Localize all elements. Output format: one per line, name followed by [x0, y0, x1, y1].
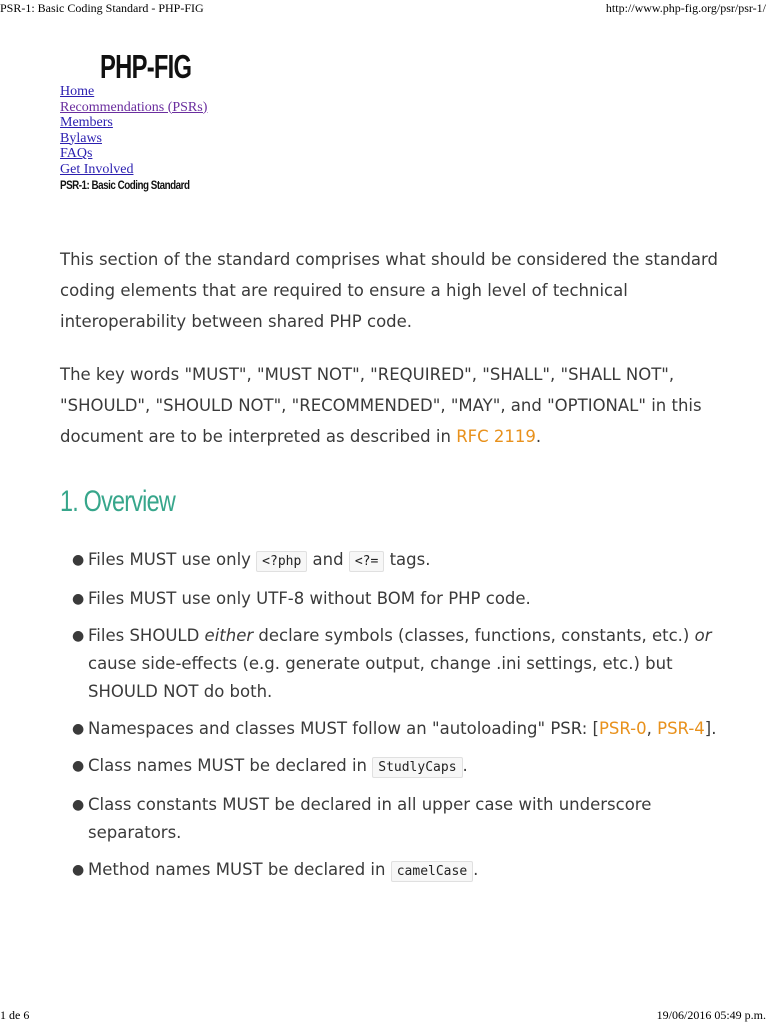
rule-text: . [473, 860, 479, 879]
list-item [60, 856, 720, 886]
rule-text: Class names MUST be declared in [88, 756, 373, 775]
rfc-2119-link[interactable]: RFC 2119 [456, 427, 536, 446]
rule-text: Files SHOULD [88, 626, 205, 645]
list-item [60, 752, 720, 782]
rule-text: Class constants MUST be declared in all upper case with underscore separators. [88, 795, 652, 842]
section-heading-overview: 1. Overview [60, 485, 175, 518]
keywords-paragraph [60, 359, 720, 452]
print-header [0, 0, 768, 16]
nav-link-home[interactable]: Home [60, 84, 95, 99]
bullet-icon: ● [72, 552, 85, 568]
print-footer [0, 1008, 768, 1024]
code-studlycaps: StudlyCaps [372, 757, 462, 778]
rule-text: cause side-effects (e.g. generate output, change .ini settings, etc.) but SHOULD NOT do both. [88, 654, 673, 701]
print-page-title: PSR-1: Basic Coding Standard - PHP-FIG [0, 1, 204, 15]
list-item [60, 715, 720, 743]
print-datetime: 19/06/2016 05:49 p.m. [656, 1008, 766, 1022]
code-php-echo-tag: <?= [349, 551, 384, 572]
list-item [60, 585, 720, 613]
emphasis-either: either [204, 626, 254, 645]
rule-text: Namespaces and classes MUST follow an "autoloading" PSR: [ [88, 719, 599, 738]
nav-current-page: PSR-1: Basic Coding Standard [60, 178, 190, 192]
nav-link-members[interactable]: Members [60, 115, 113, 130]
psr-0-link[interactable]: PSR-0 [598, 719, 647, 738]
bullet-icon: ● [72, 758, 85, 774]
psr-4-link[interactable]: PSR-4 [657, 719, 705, 738]
list-item [60, 791, 720, 847]
bullet-icon: ● [72, 721, 85, 737]
list-item [60, 546, 720, 576]
bullet-icon: ● [72, 797, 85, 813]
rule-text: declare symbols (classes, functions, constants, etc.) [253, 626, 695, 645]
keywords-text: The key words "MUST", "MUST NOT", "REQUIRED", "SHALL", "SHALL NOT", "SHOULD", "SHOULD NOT", "RECOMMENDED", "MAY", and "OPTIONAL" in this document are to be interpreted as described in [60, 365, 702, 446]
rule-text: ]. [704, 719, 717, 738]
rule-text: Files MUST use only UTF-8 without BOM for PHP code. [88, 589, 531, 608]
rule-text: Method names MUST be declared in [88, 860, 391, 879]
nav-link-bylaws[interactable]: Bylaws [60, 130, 102, 146]
nav-link-get-involved[interactable]: Get Involved [60, 161, 134, 177]
main-content [60, 244, 720, 895]
rule-text: and [307, 550, 349, 569]
rule-text: tags. [384, 550, 431, 569]
keywords-end: . [535, 427, 542, 446]
bullet-icon: ● [72, 628, 85, 644]
bullet-icon: ● [72, 591, 85, 607]
rule-text: , [646, 719, 658, 738]
code-camelcase: camelCase [391, 861, 473, 882]
rule-text: Files MUST use only [88, 550, 257, 569]
site-nav [60, 84, 218, 194]
site-logo[interactable]: PHP-FIG [100, 48, 192, 85]
code-php-open-tag: <?php [256, 551, 307, 572]
intro-paragraph: This section of the standard comprises what should be considered the standard coding elements that are required to ensure a high level of technical interoperability between shared PHP code. [60, 250, 718, 331]
overview-rule-list [60, 546, 720, 886]
emphasis-or: or [694, 626, 712, 645]
nav-link-recommendations[interactable]: Recommendations (PSRs) [60, 99, 208, 115]
rule-text: . [462, 756, 468, 775]
print-page-url: http://www.php-fig.org/psr/psr-1/ [605, 1, 766, 15]
print-page-number: 1 de 6 [0, 1008, 30, 1022]
list-item [60, 622, 720, 706]
nav-link-faqs[interactable]: FAQs [60, 146, 93, 161]
bullet-icon: ● [72, 862, 85, 878]
